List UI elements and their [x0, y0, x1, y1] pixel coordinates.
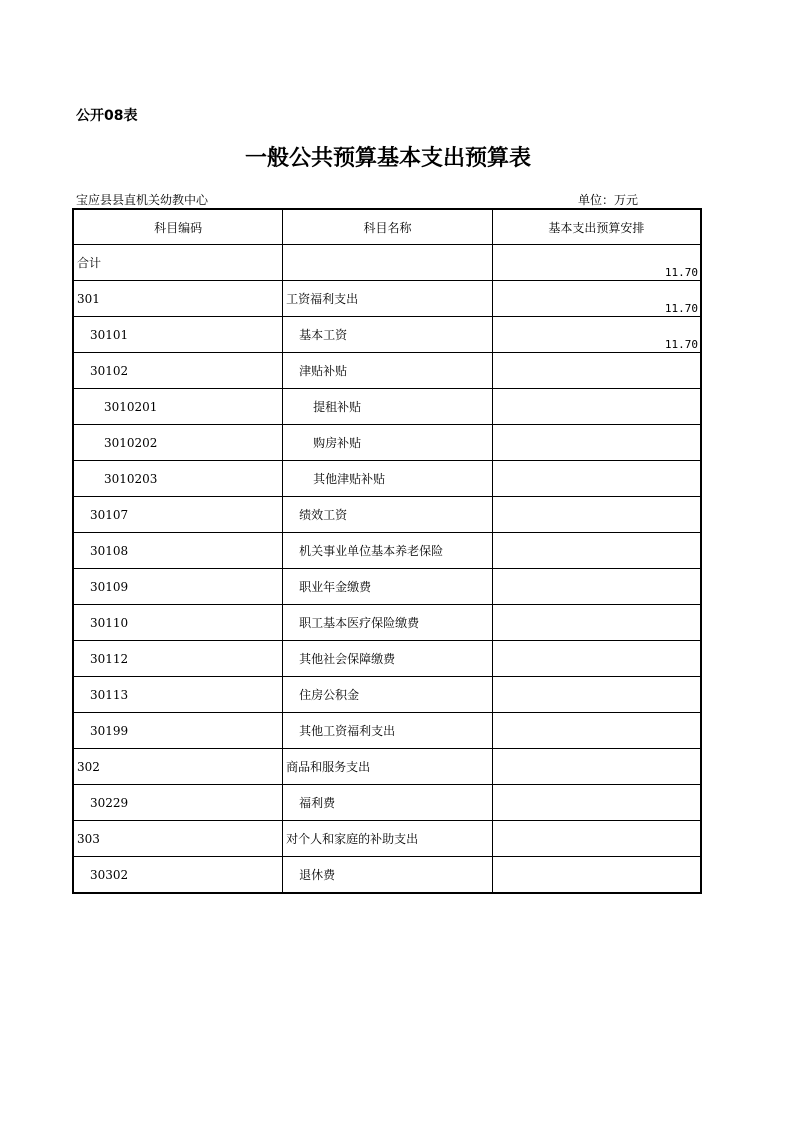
unit-label: 单位：万元 [578, 193, 639, 207]
header-budget-amount: 基本支出预算安排 [492, 209, 701, 245]
subject-code-cell: 30101 [73, 317, 283, 353]
subject-code-cell: 合计 [73, 245, 283, 281]
table-row [73, 677, 701, 713]
subject-name-cell: 机关事业单位基本养老保险 [283, 533, 493, 569]
subject-name-cell: 商品和服务支出 [283, 749, 493, 785]
table-row [73, 785, 701, 821]
subject-name-cell: 对个人和家庭的补助支出 [283, 821, 493, 857]
budget-amount-cell [492, 497, 701, 533]
table-row [73, 461, 701, 497]
budget-amount-cell [492, 785, 701, 821]
subject-name-cell: 退休费 [283, 857, 493, 894]
subject-code-cell: 30113 [73, 677, 283, 713]
table-body [73, 245, 701, 894]
budget-amount-cell: 11.70 [492, 245, 701, 281]
table-row [73, 821, 701, 857]
table-row [73, 749, 701, 785]
budget-amount-cell [492, 389, 701, 425]
table-row [73, 281, 701, 317]
budget-amount-cell [492, 533, 701, 569]
table-row [73, 713, 701, 749]
subject-name-cell: 其他工资福利支出 [283, 713, 493, 749]
table-row [73, 353, 701, 389]
subject-code-cell: 30110 [73, 605, 283, 641]
header-subject-code: 科目编码 [73, 209, 283, 245]
budget-amount-cell [492, 749, 701, 785]
subject-code-cell: 30109 [73, 569, 283, 605]
subject-code-cell: 30112 [73, 641, 283, 677]
table-row [73, 641, 701, 677]
subject-name-cell: 职工基本医疗保险缴费 [283, 605, 493, 641]
table-row [73, 497, 701, 533]
budget-table [72, 208, 702, 894]
subject-name-cell: 提租补贴 [283, 389, 493, 425]
budget-amount-cell [492, 605, 701, 641]
budget-amount-cell: 11.70 [492, 317, 701, 353]
subject-code-cell: 30108 [73, 533, 283, 569]
subject-name-cell: 住房公积金 [283, 677, 493, 713]
subject-name-cell: 绩效工资 [283, 497, 493, 533]
subject-code-cell: 3010202 [73, 425, 283, 461]
subject-name-cell: 其他社会保障缴费 [283, 641, 493, 677]
subject-code-cell: 3010203 [73, 461, 283, 497]
subject-code-cell: 302 [73, 749, 283, 785]
budget-amount-cell [492, 713, 701, 749]
budget-amount-cell [492, 821, 701, 857]
subject-code-cell: 303 [73, 821, 283, 857]
subject-name-cell: 福利费 [283, 785, 493, 821]
subject-name-cell: 基本工资 [283, 317, 493, 353]
subject-code-cell: 3010201 [73, 389, 283, 425]
header-subject-name: 科目名称 [283, 209, 493, 245]
subject-name-cell: 津贴补贴 [283, 353, 493, 389]
page-title: 一般公共预算基本支出预算表 [244, 146, 531, 171]
document-label: 公开08表 [76, 108, 138, 124]
budget-amount-cell [492, 857, 701, 894]
budget-amount-cell [492, 353, 701, 389]
subject-name-cell: 购房补贴 [283, 425, 493, 461]
budget-amount-cell [492, 677, 701, 713]
subject-name-cell: 职业年金缴费 [283, 569, 493, 605]
subject-name-cell: 其他津贴补贴 [283, 461, 493, 497]
table-header-row [73, 209, 701, 245]
budget-amount-cell: 11.70 [492, 281, 701, 317]
table-row [73, 317, 701, 353]
table-row [73, 245, 701, 281]
subject-code-cell: 30102 [73, 353, 283, 389]
table-row [73, 605, 701, 641]
budget-amount-cell [492, 569, 701, 605]
subject-code-cell: 30199 [73, 713, 283, 749]
subject-code-cell: 30302 [73, 857, 283, 894]
subject-code-cell: 301 [73, 281, 283, 317]
subject-code-cell: 30229 [73, 785, 283, 821]
table-row [73, 569, 701, 605]
table-row [73, 389, 701, 425]
table-row [73, 425, 701, 461]
organization-name: 宝应县县直机关幼教中心 [76, 193, 209, 207]
subject-name-cell: 工资福利支出 [283, 281, 493, 317]
budget-amount-cell [492, 461, 701, 497]
budget-amount-cell [492, 425, 701, 461]
budget-amount-cell [492, 641, 701, 677]
table-row [73, 857, 701, 894]
subject-name-cell [283, 245, 493, 281]
table-row [73, 533, 701, 569]
subject-code-cell: 30107 [73, 497, 283, 533]
